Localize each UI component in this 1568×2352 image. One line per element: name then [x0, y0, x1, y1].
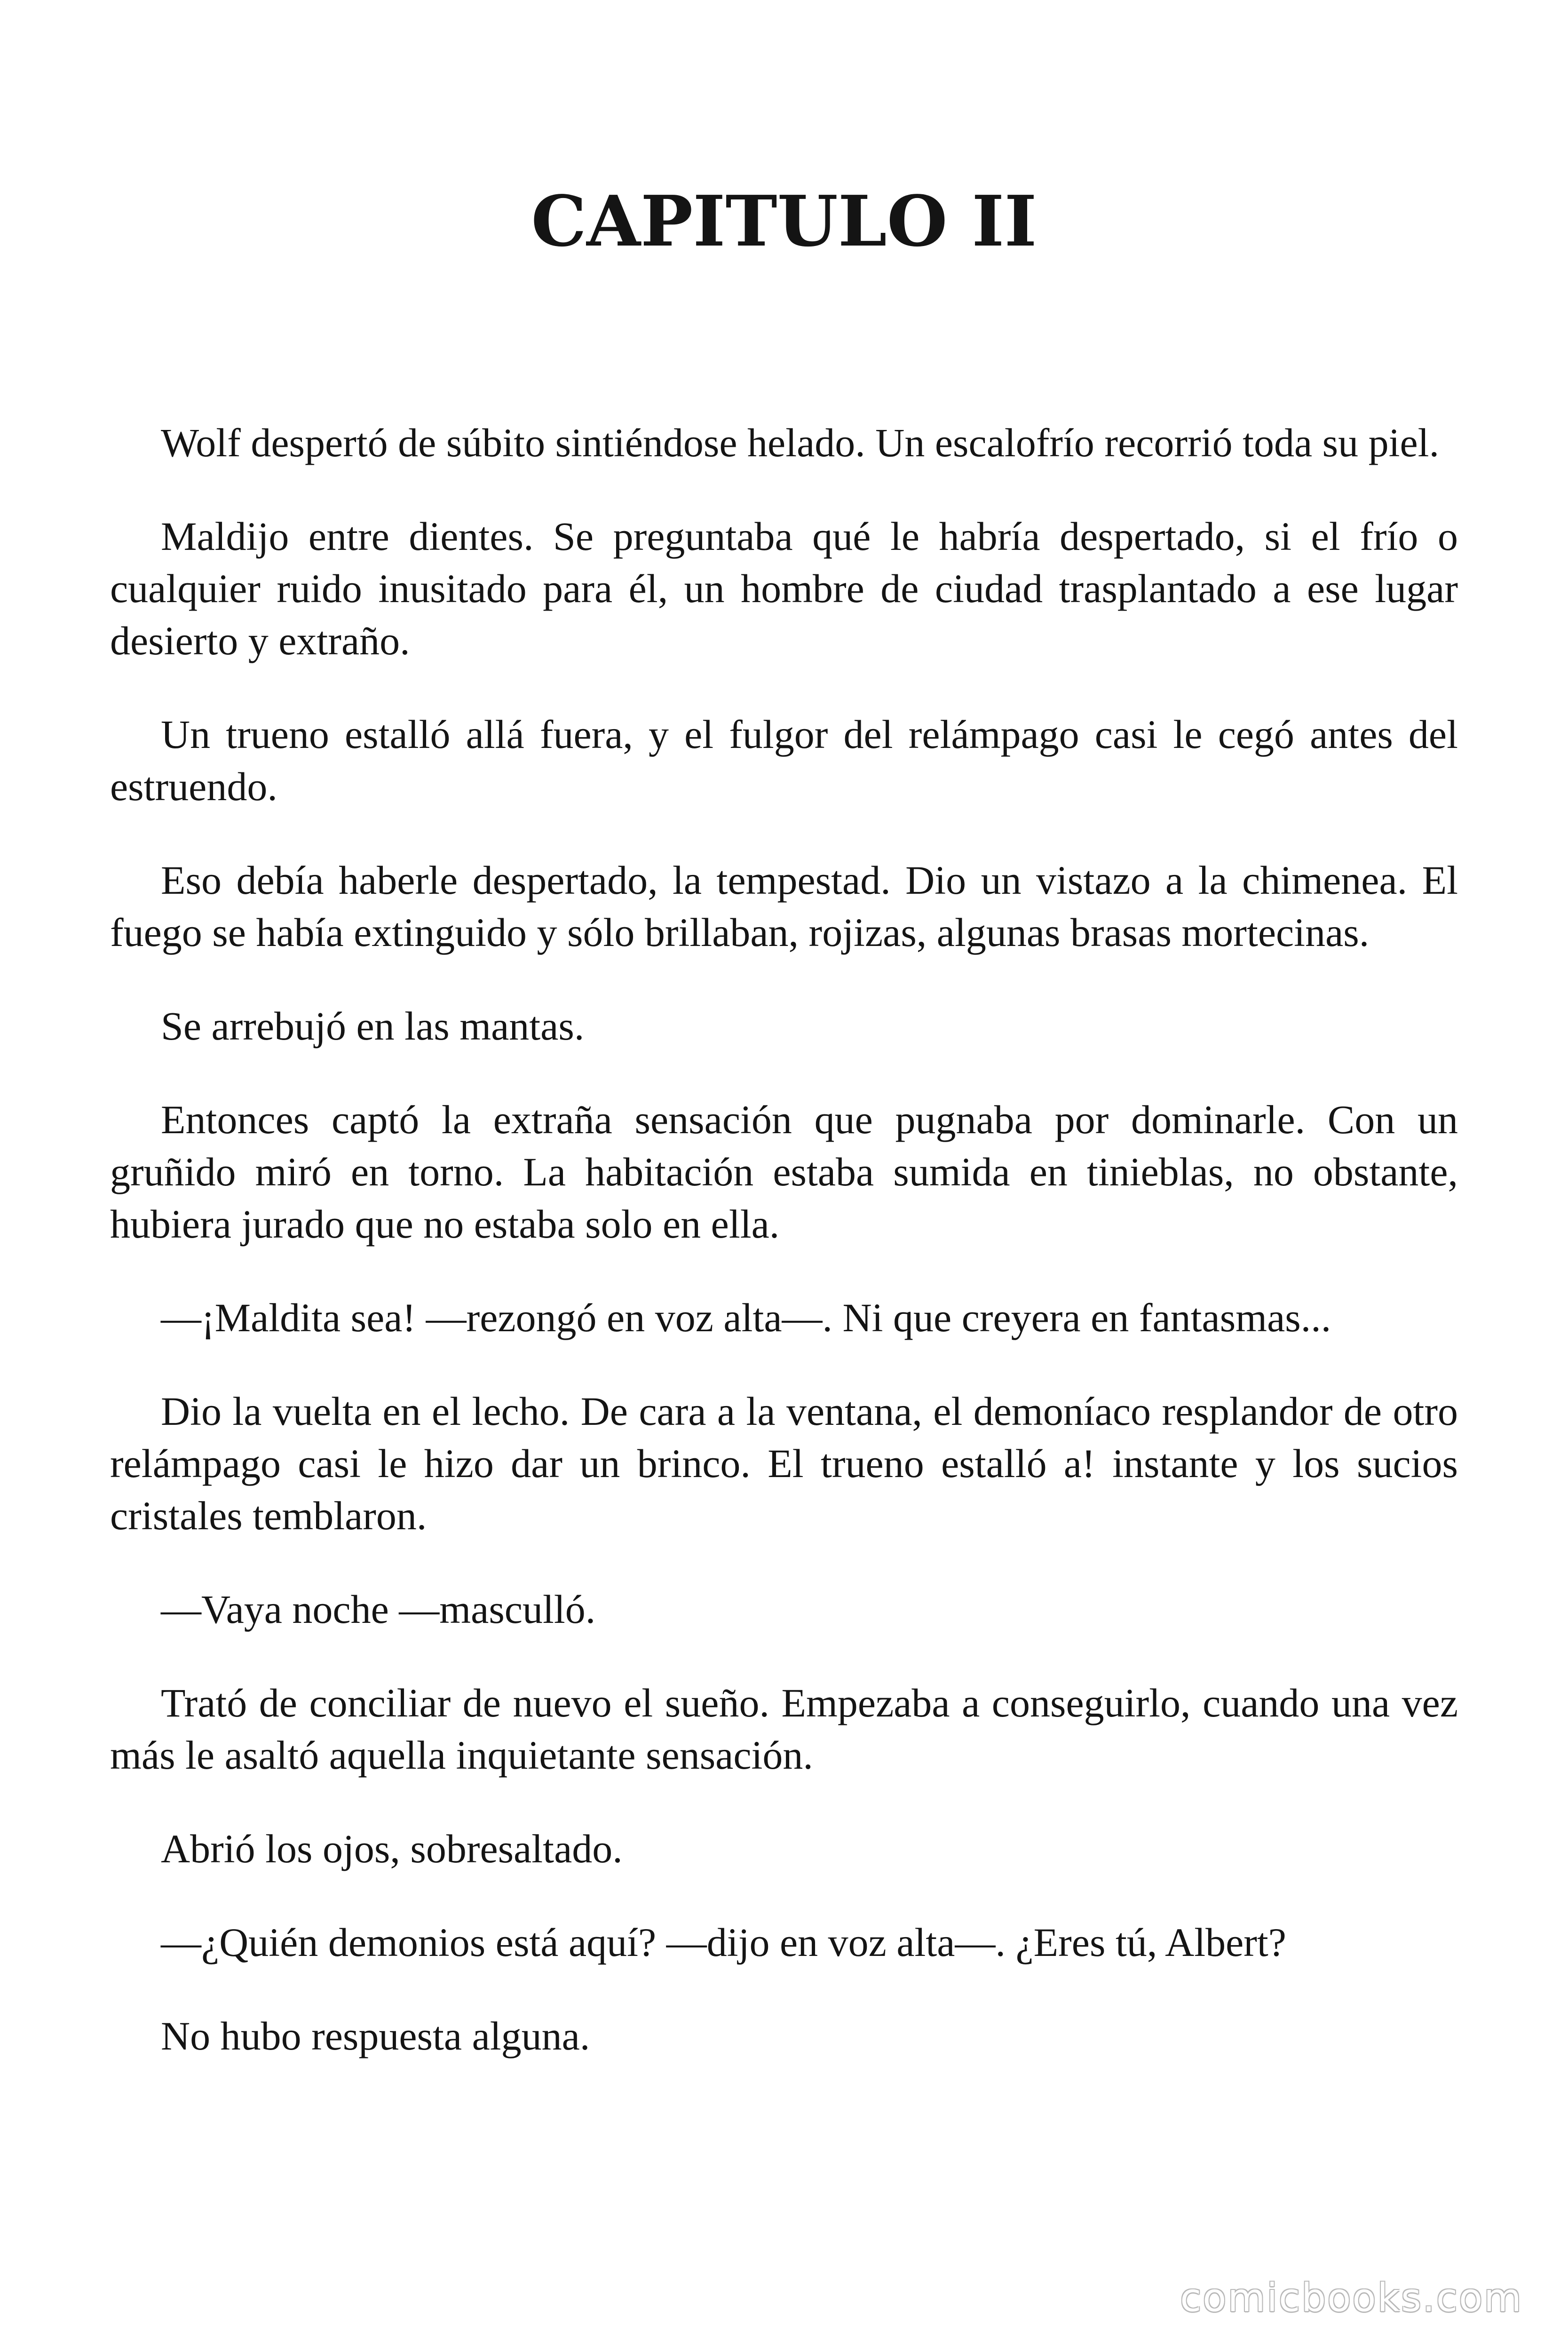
chapter-body — [110, 417, 1458, 2104]
paragraph: No hubo respuesta alguna. — [161, 2013, 590, 2058]
paragraph: Un trueno estalló allá fuera, y el fulgor del relámpago casi le cegó antes del estruendo. — [110, 712, 1458, 809]
paragraph: Trató de conciliar de nuevo el sueño. Empezaba a conseguirlo, cuando una vez más le asaltó aquella inquietante sensación. — [110, 1680, 1458, 1778]
watermark: comicbooks.com — [1180, 2276, 1523, 2320]
paragraph: —¡Maldita sea! —rezongó en voz alta—. Ni que creyera en fantasmas... — [161, 1295, 1331, 1340]
paragraph: —Vaya noche —masculló. — [161, 1587, 596, 1632]
paragraph: Abrió los ojos, sobresaltado. — [161, 1826, 623, 1871]
paragraph: Entonces captó la extraña sensación que pugnaba por dominarle. Con un gruñido miró en torno. La habitación estaba sumida en tinieblas, no obstante, hubiera jurado que no estaba solo en ella. — [110, 1097, 1458, 1247]
paragraph: Se arrebujó en las mantas. — [161, 1003, 585, 1049]
paragraph: Maldijo entre dientes. Se preguntaba qué le habría despertado, si el frío o cualquier ruido inusitado para él, un hombre de ciudad trasplantado a ese lugar desierto y extraño. — [110, 514, 1458, 663]
paragraph: Wolf despertó de súbito sintiéndose helado. Un escalofrío recorrió toda su piel. — [161, 420, 1440, 465]
paragraph: Eso debía haberle despertado, la tempestad. Dio un vistazo a la chimenea. El fuego se había extinguido y sólo brillaban, rojizas, algunas brasas mortecinas. — [110, 858, 1458, 955]
paragraph: Dio la vuelta en el lecho. De cara a la ventana, el demoníaco resplandor de otro relámpago casi le hizo dar un brinco. El trueno estalló a! instante y los sucios cristales temblaron. — [110, 1389, 1458, 1538]
paragraph: —¿Quién demonios está aquí? —dijo en voz alta—. ¿Eres tú, Albert? — [161, 1920, 1286, 1965]
chapter-title: CAPITULO II — [531, 180, 1037, 262]
